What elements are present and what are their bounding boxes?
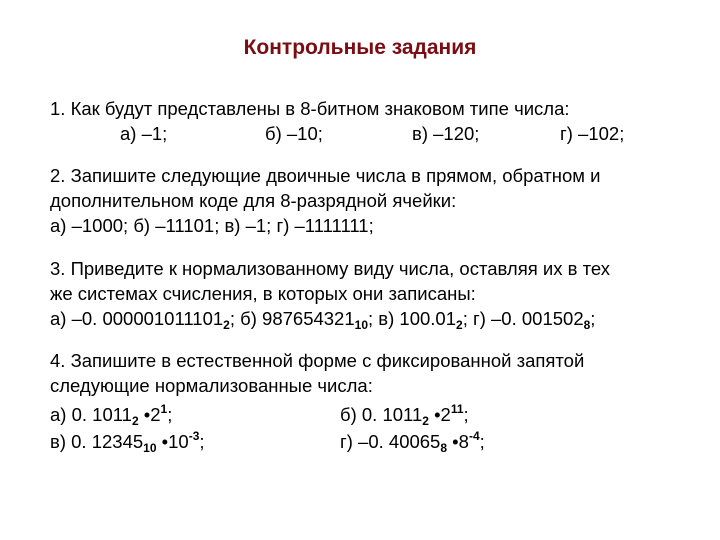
task-3-line-2: же системах счисления, в которых они записаны: bbox=[50, 283, 476, 304]
task-1-question: 1. Как будут представлены в 8-битном знаковом типе числа: bbox=[50, 98, 570, 119]
task-4-item-c: в) 0. $12345_{10}$ $•10^{-3}$; bbox=[50, 429, 205, 455]
task-3-item-a: а) –0. $000001011101_2$; bbox=[50, 308, 241, 332]
task-4-line-2: следующие нормализованные числа: bbox=[50, 375, 373, 396]
task-3-item-b: б) $987654321_{10}$; bbox=[240, 308, 379, 332]
task-2-line-3: а) –1000; б) –11101; в) –1; г) –1111111; bbox=[50, 215, 374, 236]
task-4-item-d: г) –0. $40065_8$ $•8^{-4}$; bbox=[340, 429, 485, 455]
task-4-row-2 bbox=[50, 429, 690, 456]
task-2-line-1: 2. Запишите следующие двоичные числа в прямом, обратном и bbox=[50, 165, 601, 186]
task-1-options bbox=[50, 121, 690, 146]
task-1-option-d: г) –102; bbox=[560, 123, 625, 144]
task-3-item-c: в) $100.01_2$; bbox=[378, 308, 473, 332]
task-1-option-c: в) –120; bbox=[412, 123, 480, 144]
task-4-item-b: б) 0. $1011_2$ $•2^{11}$; bbox=[340, 402, 469, 428]
task-1-option-a: а) –1; bbox=[120, 123, 168, 144]
task-3-line-1: 3. Приведите к нормализованному виду числа, оставляя их в тех bbox=[50, 258, 610, 279]
task-4-line-1: 4. Запишите в естественной форме с фиксированной запятой bbox=[50, 350, 585, 371]
task-4-item-a: а) 0. $1011_2$ $•2^1$; bbox=[50, 402, 173, 428]
task-1 bbox=[50, 96, 690, 146]
task-2 bbox=[50, 163, 690, 238]
task-3-item-d: г) –0. $001502_8$; bbox=[472, 308, 596, 332]
task-3 bbox=[50, 256, 690, 331]
page-title: Контрольные задания bbox=[243, 36, 477, 59]
task-4-row-1 bbox=[50, 402, 690, 429]
task-3-numbers bbox=[50, 306, 690, 331]
task-1-option-b: б) –10; bbox=[265, 123, 323, 144]
task-4 bbox=[50, 348, 690, 456]
task-2-line-2: дополнительном коде для 8-разрядной ячейки: bbox=[50, 190, 457, 211]
